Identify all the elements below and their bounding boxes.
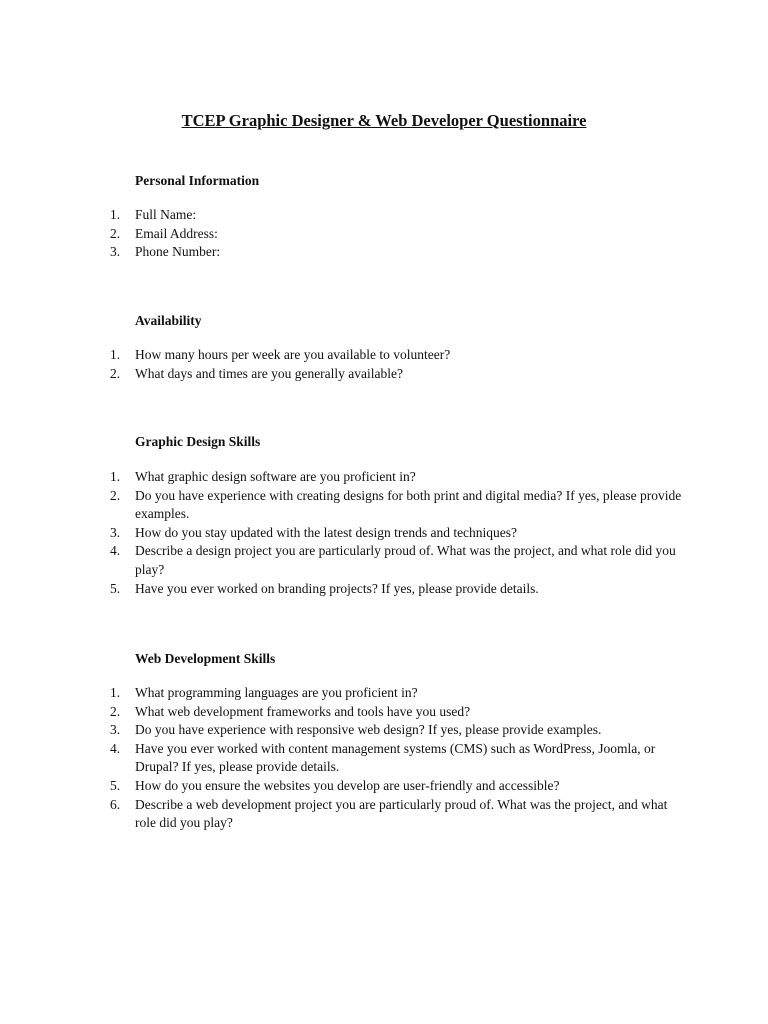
question-number: 3. [110, 524, 121, 540]
question-text: What programming languages are you proficient in? [135, 685, 418, 700]
personal-information-list [0, 206, 768, 262]
question-item [0, 721, 690, 740]
question-text: What days and times are you generally available? [135, 365, 404, 381]
question-text: How many hours per week are you available to volunteer? [135, 347, 451, 362]
question-item [0, 346, 690, 365]
question-text: Email Address: [135, 225, 218, 241]
question-text: Have you ever worked with content management systems (CMS) such as WordPress, Joomla, or Drupal? If yes, please provide details. [135, 740, 656, 775]
question-number: 1. [110, 347, 121, 362]
question-item [0, 542, 690, 579]
question-item [0, 206, 690, 225]
question-number: 1. [110, 207, 121, 222]
question-number: 5. [110, 580, 121, 596]
question-item [0, 243, 690, 262]
question-text: Phone Number: [135, 244, 221, 260]
question-item [0, 487, 690, 524]
question-text: Describe a web development project you are particularly proud of. What was the project, and what role did you play? [135, 796, 668, 831]
question-item [0, 703, 690, 722]
graphic-design-skills-list [0, 468, 768, 598]
question-item [0, 365, 690, 384]
question-text: Full Name: [135, 207, 197, 222]
question-number: 2. [110, 225, 121, 241]
question-number: 5. [110, 777, 121, 793]
question-text: What graphic design software are you proficient in? [135, 469, 416, 484]
question-number: 3. [110, 722, 121, 738]
question-number: 4. [110, 740, 121, 756]
section-heading-availability: Availability [135, 313, 202, 328]
question-number: 2. [110, 487, 121, 503]
question-text: How do you ensure the websites you develop are user-friendly and accessible? [135, 777, 560, 793]
question-item [0, 777, 690, 796]
question-item [0, 225, 690, 244]
question-item [0, 740, 690, 777]
question-number: 1. [110, 685, 121, 700]
question-text: Do you have experience with responsive web design? If yes, please provide examples. [135, 722, 602, 738]
question-number: 1. [110, 469, 121, 484]
question-item [0, 580, 690, 599]
question-number: 2. [110, 703, 121, 719]
section-heading-personal-information: Personal Information [135, 173, 260, 188]
question-number: 3. [110, 244, 121, 260]
question-number: 2. [110, 365, 121, 381]
question-text: Describe a design project you are particularly proud of. What was the project, and what role did you play? [135, 543, 676, 577]
availability-list [0, 346, 768, 383]
question-number: 6. [110, 796, 121, 812]
question-text: Have you ever worked on branding projects? If yes, please provide details. [135, 580, 539, 596]
question-text: What web development frameworks and tools have you used? [135, 703, 471, 719]
question-item [0, 684, 690, 703]
section-heading-web-development-skills: Web Development Skills [135, 651, 276, 666]
question-item [0, 468, 690, 487]
question-number: 4. [110, 543, 121, 559]
section-heading-graphic-design-skills: Graphic Design Skills [135, 434, 261, 449]
document-title: TCEP Graphic Designer & Web Developer Questionnaire [181, 111, 587, 130]
question-text: Do you have experience with creating designs for both print and digital media? If yes, please provide examples. [135, 487, 682, 522]
web-development-skills-list [0, 684, 768, 833]
question-item [0, 524, 690, 543]
question-item [0, 796, 690, 833]
question-text: How do you stay updated with the latest design trends and techniques? [135, 524, 518, 540]
